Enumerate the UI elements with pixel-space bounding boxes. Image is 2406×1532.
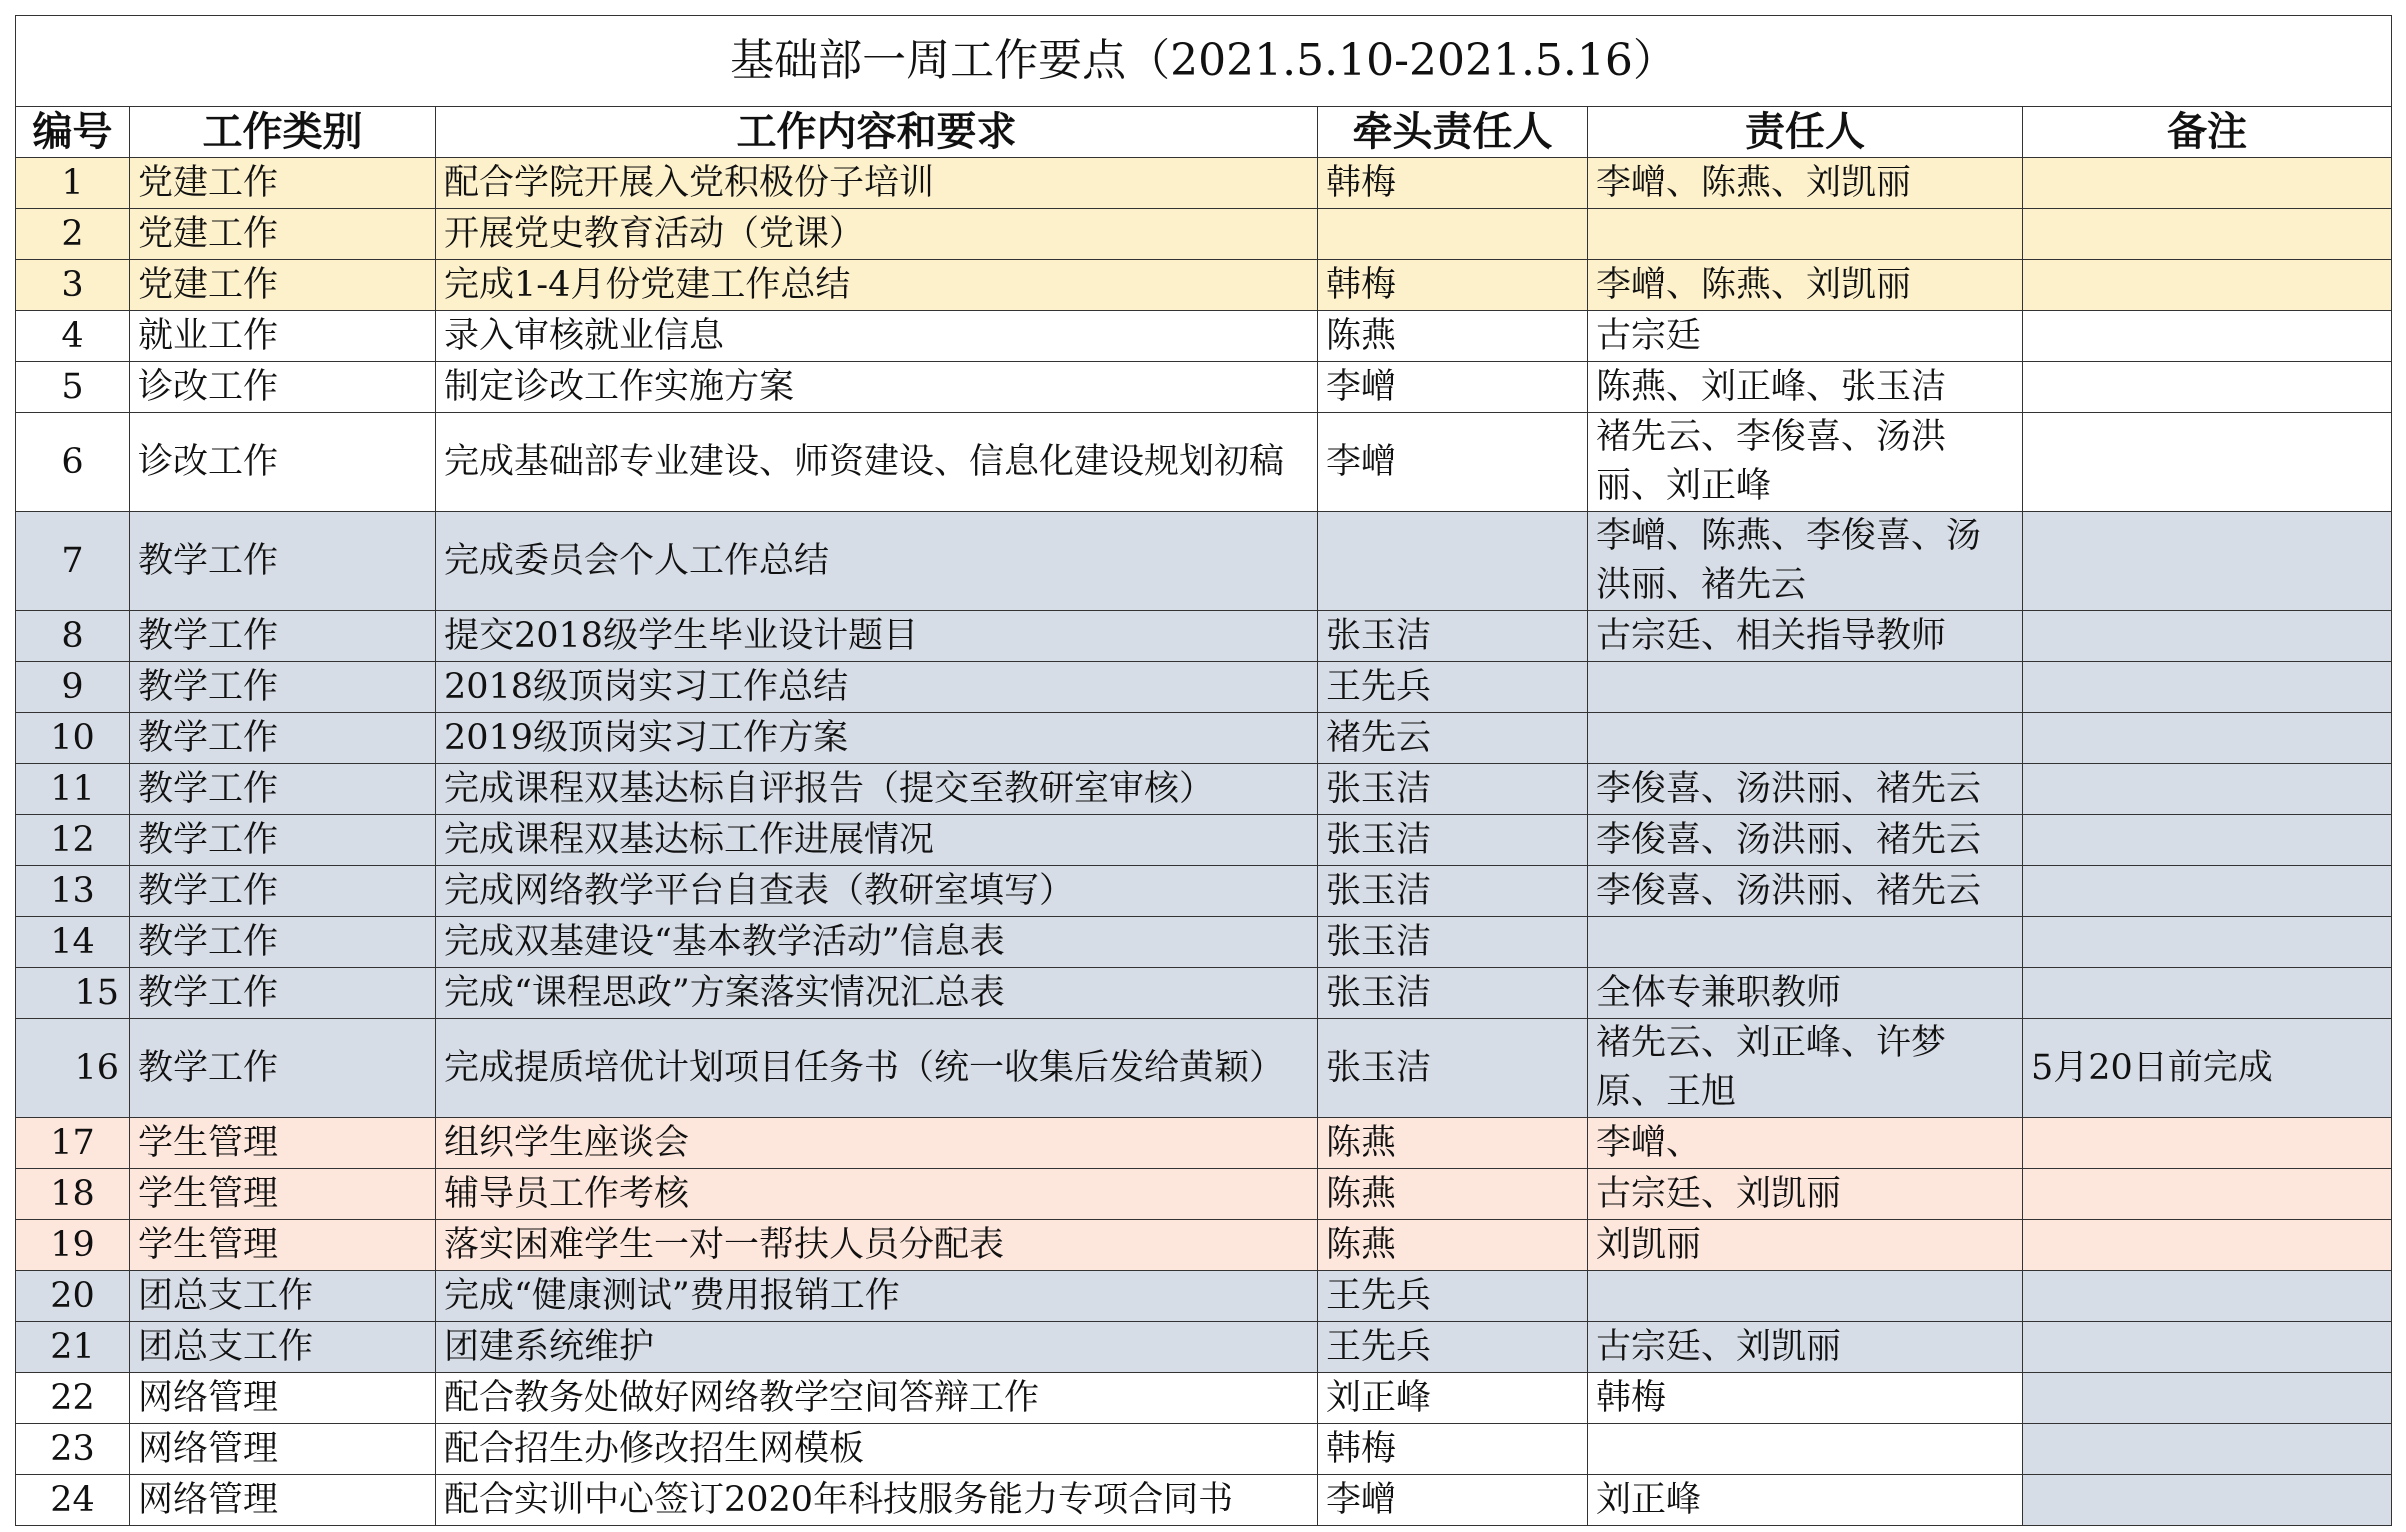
content-cell[interactable]: 配合教务处做好网络教学空间答辩工作 bbox=[436, 1373, 1318, 1424]
category-cell[interactable]: 教学工作 bbox=[130, 611, 436, 662]
header-number[interactable]: 编号 bbox=[16, 107, 130, 158]
lead-cell[interactable]: 王先兵 bbox=[1318, 662, 1588, 713]
number-cell[interactable]: 21 bbox=[16, 1322, 130, 1373]
category-cell[interactable]: 学生管理 bbox=[130, 1220, 436, 1271]
content-cell[interactable]: 提交2018级学生毕业设计题目 bbox=[436, 611, 1318, 662]
lead-cell[interactable]: 陈燕 bbox=[1318, 311, 1588, 362]
category-cell[interactable]: 团总支工作 bbox=[130, 1271, 436, 1322]
lead-cell[interactable]: 刘正峰 bbox=[1318, 1373, 1588, 1424]
responsible-cell[interactable] bbox=[1588, 917, 2023, 968]
table-row bbox=[16, 815, 2392, 866]
lead-cell[interactable]: 韩梅 bbox=[1318, 158, 1588, 209]
content-cell[interactable]: 完成“健康测试”费用报销工作 bbox=[436, 1271, 1318, 1322]
worksheet bbox=[15, 15, 2391, 1526]
note-cell[interactable] bbox=[2023, 260, 2392, 311]
number-cell[interactable]: 16 bbox=[16, 1019, 130, 1118]
category-cell[interactable]: 诊改工作 bbox=[130, 413, 436, 512]
content-cell[interactable]: 2018级顶岗实习工作总结 bbox=[436, 662, 1318, 713]
responsible-cell[interactable]: 韩梅 bbox=[1588, 1373, 2023, 1424]
category-cell[interactable]: 就业工作 bbox=[130, 311, 436, 362]
lead-cell[interactable]: 李嶒 bbox=[1318, 413, 1588, 512]
content-cell[interactable]: 录入审核就业信息 bbox=[436, 311, 1318, 362]
note-cell[interactable] bbox=[2023, 1322, 2392, 1373]
number-cell[interactable]: 3 bbox=[16, 260, 130, 311]
number-cell[interactable]: 5 bbox=[16, 362, 130, 413]
header-row bbox=[16, 107, 2392, 158]
lead-cell[interactable] bbox=[1318, 512, 1588, 611]
header-responsible[interactable]: 责任人 bbox=[1588, 107, 2023, 158]
note-cell[interactable] bbox=[2023, 611, 2392, 662]
category-cell[interactable]: 学生管理 bbox=[130, 1118, 436, 1169]
note-cell[interactable] bbox=[2023, 662, 2392, 713]
responsible-cell[interactable]: 古宗廷、刘凯丽 bbox=[1588, 1322, 2023, 1373]
responsible-cell[interactable]: 古宗廷、刘凯丽 bbox=[1588, 1169, 2023, 1220]
content-cell[interactable]: 完成双基建设“基本教学活动”信息表 bbox=[436, 917, 1318, 968]
content-cell[interactable]: 完成课程双基达标自评报告（提交至教研室审核） bbox=[436, 764, 1318, 815]
lead-cell[interactable]: 李嶒 bbox=[1318, 362, 1588, 413]
category-cell[interactable]: 教学工作 bbox=[130, 512, 436, 611]
table-row bbox=[16, 764, 2392, 815]
responsible-cell[interactable]: 全体专兼职教师 bbox=[1588, 968, 2023, 1019]
lead-cell[interactable]: 陈燕 bbox=[1318, 1118, 1588, 1169]
lead-cell[interactable]: 韩梅 bbox=[1318, 1424, 1588, 1475]
lead-cell[interactable]: 张玉洁 bbox=[1318, 815, 1588, 866]
content-cell[interactable]: 2019级顶岗实习工作方案 bbox=[436, 713, 1318, 764]
category-cell[interactable]: 团总支工作 bbox=[130, 1322, 436, 1373]
responsible-cell[interactable] bbox=[1588, 209, 2023, 260]
responsible-cell[interactable]: 刘凯丽 bbox=[1588, 1220, 2023, 1271]
lead-cell[interactable]: 张玉洁 bbox=[1318, 1019, 1588, 1118]
number-cell[interactable]: 23 bbox=[16, 1424, 130, 1475]
note-cell[interactable] bbox=[2023, 1220, 2392, 1271]
table-row bbox=[16, 611, 2392, 662]
lead-cell[interactable]: 褚先云 bbox=[1318, 713, 1588, 764]
content-cell[interactable]: 组织学生座谈会 bbox=[436, 1118, 1318, 1169]
note-cell[interactable] bbox=[2023, 764, 2392, 815]
category-cell[interactable]: 教学工作 bbox=[130, 662, 436, 713]
content-cell[interactable]: 完成基础部专业建设、师资建设、信息化建设规划初稿 bbox=[436, 413, 1318, 512]
responsible-cell[interactable] bbox=[1588, 1271, 2023, 1322]
table-row bbox=[16, 1475, 2392, 1526]
responsible-cell[interactable]: 古宗廷 bbox=[1588, 311, 2023, 362]
content-cell[interactable]: 落实困难学生一对一帮扶人员分配表 bbox=[436, 1220, 1318, 1271]
number-cell[interactable]: 14 bbox=[16, 917, 130, 968]
lead-cell[interactable]: 张玉洁 bbox=[1318, 611, 1588, 662]
lead-cell[interactable]: 王先兵 bbox=[1318, 1322, 1588, 1373]
note-cell[interactable] bbox=[2023, 917, 2392, 968]
number-cell[interactable]: 12 bbox=[16, 815, 130, 866]
content-cell[interactable]: 配合招生办修改招生网模板 bbox=[436, 1424, 1318, 1475]
number-cell[interactable]: 8 bbox=[16, 611, 130, 662]
lead-cell[interactable]: 陈燕 bbox=[1318, 1220, 1588, 1271]
note-cell[interactable] bbox=[2023, 815, 2392, 866]
header-note[interactable]: 备注 bbox=[2023, 107, 2392, 158]
number-cell[interactable]: 11 bbox=[16, 764, 130, 815]
number-cell[interactable]: 1 bbox=[16, 158, 130, 209]
content-cell[interactable]: 完成课程双基达标工作进展情况 bbox=[436, 815, 1318, 866]
responsible-cell[interactable]: 李嶒、 bbox=[1588, 1118, 2023, 1169]
category-cell[interactable]: 教学工作 bbox=[130, 713, 436, 764]
table-row bbox=[16, 1373, 2392, 1424]
category-cell[interactable]: 教学工作 bbox=[130, 866, 436, 917]
responsible-cell[interactable]: 陈燕、刘正峰、张玉洁 bbox=[1588, 362, 2023, 413]
content-cell[interactable]: 辅导员工作考核 bbox=[436, 1169, 1318, 1220]
note-cell[interactable] bbox=[2023, 1118, 2392, 1169]
category-cell[interactable]: 诊改工作 bbox=[130, 362, 436, 413]
lead-cell[interactable]: 李嶒 bbox=[1318, 1475, 1588, 1526]
category-cell[interactable]: 学生管理 bbox=[130, 1169, 436, 1220]
note-cell[interactable] bbox=[2023, 209, 2392, 260]
note-cell[interactable] bbox=[2023, 1475, 2392, 1526]
category-cell[interactable]: 党建工作 bbox=[130, 260, 436, 311]
content-cell[interactable]: 完成“课程思政”方案落实情况汇总表 bbox=[436, 968, 1318, 1019]
category-cell[interactable]: 教学工作 bbox=[130, 764, 436, 815]
category-cell[interactable]: 网络管理 bbox=[130, 1475, 436, 1526]
table-row bbox=[16, 713, 2392, 764]
lead-cell[interactable]: 张玉洁 bbox=[1318, 968, 1588, 1019]
note-cell[interactable] bbox=[2023, 866, 2392, 917]
category-cell[interactable]: 党建工作 bbox=[130, 209, 436, 260]
category-cell[interactable]: 网络管理 bbox=[130, 1424, 436, 1475]
note-cell[interactable] bbox=[2023, 1271, 2392, 1322]
number-cell[interactable]: 15 bbox=[16, 968, 130, 1019]
note-cell[interactable] bbox=[2023, 413, 2392, 512]
category-cell[interactable]: 教学工作 bbox=[130, 968, 436, 1019]
note-cell[interactable] bbox=[2023, 512, 2392, 611]
header-category[interactable]: 工作类别 bbox=[130, 107, 436, 158]
number-cell[interactable]: 13 bbox=[16, 866, 130, 917]
note-cell[interactable] bbox=[2023, 311, 2392, 362]
note-cell[interactable] bbox=[2023, 1424, 2392, 1475]
category-cell[interactable]: 教学工作 bbox=[130, 815, 436, 866]
category-cell[interactable]: 教学工作 bbox=[130, 917, 436, 968]
table-row bbox=[16, 1220, 2392, 1271]
responsible-cell[interactable]: 李俊喜、汤洪丽、褚先云 bbox=[1588, 764, 2023, 815]
note-cell[interactable] bbox=[2023, 968, 2392, 1019]
table-row bbox=[16, 260, 2392, 311]
content-cell[interactable]: 团建系统维护 bbox=[436, 1322, 1318, 1373]
content-cell[interactable]: 完成网络教学平台自查表（教研室填写） bbox=[436, 866, 1318, 917]
number-cell[interactable]: 9 bbox=[16, 662, 130, 713]
note-cell[interactable] bbox=[2023, 1169, 2392, 1220]
number-cell[interactable]: 6 bbox=[16, 413, 130, 512]
note-cell[interactable] bbox=[2023, 1373, 2392, 1424]
number-cell[interactable]: 2 bbox=[16, 209, 130, 260]
table-row bbox=[16, 209, 2392, 260]
table-row bbox=[16, 311, 2392, 362]
content-cell[interactable]: 完成1-4月份党建工作总结 bbox=[436, 260, 1318, 311]
category-cell[interactable]: 教学工作 bbox=[130, 1019, 436, 1118]
table-body bbox=[16, 158, 2392, 1526]
number-cell[interactable]: 18 bbox=[16, 1169, 130, 1220]
content-cell[interactable]: 配合学院开展入党积极份子培训 bbox=[436, 158, 1318, 209]
note-cell[interactable] bbox=[2023, 713, 2392, 764]
responsible-cell[interactable] bbox=[1588, 662, 2023, 713]
table-row bbox=[16, 917, 2392, 968]
content-cell[interactable]: 配合实训中心签订2020年科技服务能力专项合同书 bbox=[436, 1475, 1318, 1526]
note-cell[interactable] bbox=[2023, 158, 2392, 209]
sheet-title[interactable]: 基础部一周工作要点（2021.5.10-2021.5.16） bbox=[16, 16, 2392, 107]
responsible-cell[interactable]: 李俊喜、汤洪丽、褚先云 bbox=[1588, 866, 2023, 917]
number-cell[interactable]: 22 bbox=[16, 1373, 130, 1424]
lead-cell[interactable]: 韩梅 bbox=[1318, 260, 1588, 311]
number-cell[interactable]: 20 bbox=[16, 1271, 130, 1322]
lead-cell[interactable]: 陈燕 bbox=[1318, 1169, 1588, 1220]
work-plan-table bbox=[15, 15, 2392, 1526]
lead-cell[interactable]: 王先兵 bbox=[1318, 1271, 1588, 1322]
number-cell[interactable]: 10 bbox=[16, 713, 130, 764]
note-cell[interactable] bbox=[2023, 362, 2392, 413]
table-row bbox=[16, 1424, 2392, 1475]
responsible-cell[interactable] bbox=[1588, 1424, 2023, 1475]
number-cell[interactable]: 17 bbox=[16, 1118, 130, 1169]
responsible-cell[interactable]: 古宗廷、相关指导教师 bbox=[1588, 611, 2023, 662]
table-row bbox=[16, 968, 2392, 1019]
responsible-cell[interactable]: 李嶒、陈燕、李俊喜、汤洪丽、褚先云 bbox=[1588, 512, 2023, 611]
lead-cell[interactable]: 张玉洁 bbox=[1318, 866, 1588, 917]
lead-cell[interactable]: 张玉洁 bbox=[1318, 764, 1588, 815]
content-cell[interactable]: 制定诊改工作实施方案 bbox=[436, 362, 1318, 413]
table-row bbox=[16, 1271, 2392, 1322]
table-row bbox=[16, 413, 2392, 512]
table-row bbox=[16, 1118, 2392, 1169]
note-cell[interactable]: 5月20日前完成 bbox=[2023, 1019, 2392, 1118]
responsible-cell[interactable] bbox=[1588, 713, 2023, 764]
responsible-cell[interactable]: 褚先云、刘正峰、许梦原、王旭 bbox=[1588, 1019, 2023, 1118]
category-cell[interactable]: 党建工作 bbox=[130, 158, 436, 209]
number-cell[interactable]: 7 bbox=[16, 512, 130, 611]
table-row bbox=[16, 1019, 2392, 1118]
number-cell[interactable]: 19 bbox=[16, 1220, 130, 1271]
responsible-cell[interactable]: 李嶒、陈燕、刘凯丽 bbox=[1588, 260, 2023, 311]
responsible-cell[interactable]: 刘正峰 bbox=[1588, 1475, 2023, 1526]
header-lead[interactable]: 牵头责任人 bbox=[1318, 107, 1588, 158]
responsible-cell[interactable]: 李嶒、陈燕、刘凯丽 bbox=[1588, 158, 2023, 209]
table-row bbox=[16, 1322, 2392, 1373]
number-cell[interactable]: 4 bbox=[16, 311, 130, 362]
lead-cell[interactable] bbox=[1318, 209, 1588, 260]
responsible-cell[interactable]: 李俊喜、汤洪丽、褚先云 bbox=[1588, 815, 2023, 866]
lead-cell[interactable]: 张玉洁 bbox=[1318, 917, 1588, 968]
table-row bbox=[16, 158, 2392, 209]
content-cell[interactable]: 开展党史教育活动（党课） bbox=[436, 209, 1318, 260]
header-content[interactable]: 工作内容和要求 bbox=[436, 107, 1318, 158]
content-cell[interactable]: 完成委员会个人工作总结 bbox=[436, 512, 1318, 611]
table-row bbox=[16, 1169, 2392, 1220]
table-row bbox=[16, 362, 2392, 413]
table-row bbox=[16, 662, 2392, 713]
category-cell[interactable]: 网络管理 bbox=[130, 1373, 436, 1424]
content-cell[interactable]: 完成提质培优计划项目任务书（统一收集后发给黄颖） bbox=[436, 1019, 1318, 1118]
table-row bbox=[16, 512, 2392, 611]
table-row bbox=[16, 866, 2392, 917]
number-cell[interactable]: 24 bbox=[16, 1475, 130, 1526]
responsible-cell[interactable]: 褚先云、李俊喜、汤洪丽、刘正峰 bbox=[1588, 413, 2023, 512]
